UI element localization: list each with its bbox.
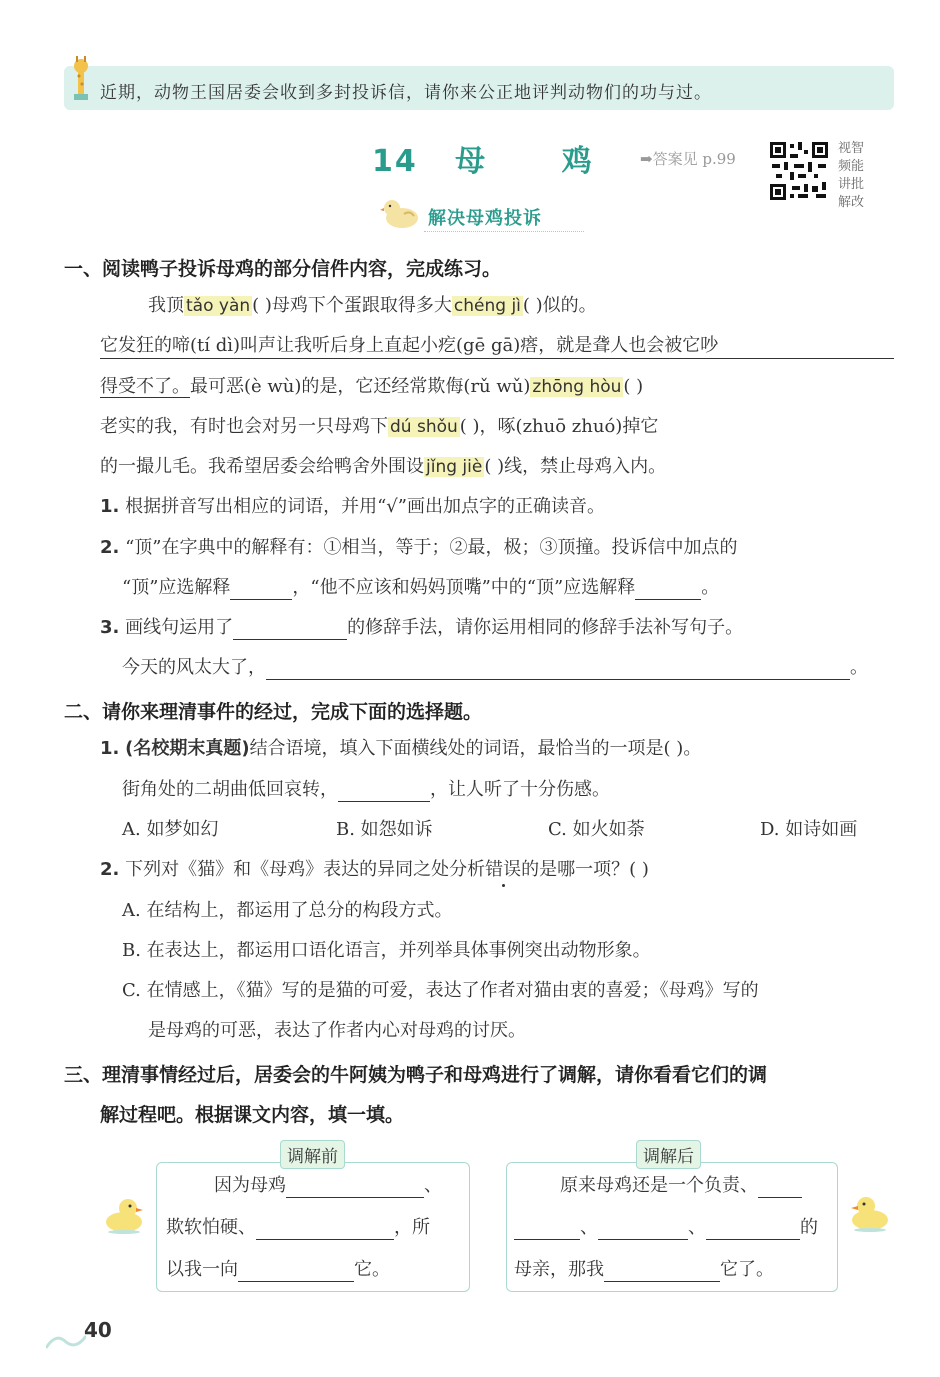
qr-label-3: 讲批: [838, 177, 865, 192]
option-b[interactable]: B. 如怨如诉: [336, 819, 433, 840]
passage-line-4: [100, 415, 658, 439]
question-2-2-option-b[interactable]: B. 在表达上，都运用口语化语言，并列举具体事例突出动物形象。: [122, 940, 651, 961]
emphasis-word: 错误: [485, 859, 522, 880]
lesson-title: [372, 136, 594, 180]
question-text: 下列对《猫》和《母鸡》表达的异同之处分析: [125, 859, 486, 880]
pinyin-jingjie: jǐng jiè: [426, 457, 483, 477]
passage-line-2: [100, 334, 894, 359]
question-text: 。: [850, 657, 868, 678]
answer-blank[interactable]: [706, 1221, 800, 1240]
fill-text: 、: [688, 1217, 706, 1238]
question-number: 1.: [100, 738, 120, 759]
fill-text: 、: [424, 1175, 442, 1196]
fill-text: ，所: [394, 1217, 430, 1238]
fill-text: 的: [800, 1217, 818, 1238]
question-1-2-cont: [122, 576, 719, 600]
answer-blank[interactable]: [635, 581, 701, 600]
fill-text: 以我一向: [166, 1259, 238, 1280]
question-2-2-option-a[interactable]: A. 在结构上，都运用了总分的构段方式。: [122, 900, 453, 921]
question-text: 街角处的二胡曲低回哀转，: [122, 779, 338, 800]
question-1-3-cont: [122, 656, 868, 680]
after-line-2: [514, 1216, 818, 1240]
duck-right-icon: [850, 1192, 892, 1232]
qr-label-4: 解改: [838, 195, 865, 210]
passage-text: ( ): [623, 376, 644, 397]
fill-text: 它了。: [720, 1259, 774, 1280]
question-text: 的是哪一项？( ): [521, 859, 649, 880]
banner-text: 近期，动物王国居委会收到多封投诉信，请你来公正地评判动物们的功与过。: [100, 83, 712, 103]
answer-blank[interactable]: [233, 621, 347, 640]
fill-text: 母亲，那我: [514, 1259, 604, 1280]
qr-side-labels: [838, 140, 874, 212]
before-line-1: [214, 1174, 442, 1198]
passage-text: 我顶: [148, 295, 184, 316]
answer-blank[interactable]: [514, 1221, 580, 1240]
answer-blank[interactable]: [758, 1179, 802, 1198]
pinyin-zhonghou: zhōng hòu: [532, 377, 622, 397]
passage-line-5: [100, 455, 666, 479]
question-text: 的修辞手法，请你运用相同的修辞手法补写句子。: [347, 617, 744, 638]
question-2-2-option-c-cont: 是母鸡的可恶，表达了作者内心对母鸡的讨厌。: [148, 1020, 526, 1041]
answer-reference: ➡答案见 p.99: [640, 150, 736, 168]
before-line-3: [166, 1258, 390, 1282]
pinyin-chengji: chéng jì: [453, 296, 521, 316]
duck-left-icon: [102, 1194, 144, 1234]
question-1-2: [100, 536, 738, 560]
passage-line-1: [148, 294, 597, 318]
pinyin-dushou: dú shǒu: [390, 417, 458, 437]
option-d[interactable]: D. 如诗如画: [760, 819, 858, 840]
passage-text: ( )似的。: [522, 295, 597, 316]
qr-label-2: 频能: [838, 159, 865, 174]
before-line-2: [166, 1216, 430, 1240]
question-2-2: [100, 858, 649, 882]
qr-label-1: 视智: [838, 141, 865, 156]
question-text: “顶”在字典中的解释有：①相当，等于；②最，极；③顶撞。投诉信中加点的: [125, 537, 738, 558]
after-mediation-tag: 调解后: [636, 1140, 701, 1169]
answer-blank[interactable]: [238, 1263, 354, 1282]
question-text: 根据拼音写出相应的词语，并用“√”画出加点字的正确读音。: [125, 496, 605, 517]
chick-icon: [380, 196, 420, 230]
question-text: “顶”应选解释: [122, 577, 231, 598]
answer-blank[interactable]: [230, 581, 292, 600]
answer-blank[interactable]: [286, 1179, 424, 1198]
question-1-3: [100, 616, 743, 640]
fill-text: 欺软怕硬、: [166, 1217, 256, 1238]
corner-wave-icon: [46, 1328, 86, 1352]
pinyin-taoyan: tǎo yàn: [186, 296, 251, 316]
option-a[interactable]: A. 如梦如幻: [122, 819, 219, 840]
passage-text: ( )，啄(zhuō zhuó)掉它: [459, 416, 659, 437]
fill-text: 因为母鸡: [214, 1175, 286, 1196]
before-mediation-tag: 调解前: [280, 1140, 345, 1169]
subtitle: [428, 204, 542, 230]
underlined-sentence-end: 得受不了。: [100, 376, 190, 397]
answer-blank[interactable]: [338, 783, 430, 802]
question-number: 2.: [100, 859, 120, 880]
passage-line-3: [100, 375, 643, 399]
after-line-3: [514, 1258, 774, 1282]
passage-text: ( )母鸡下个蛋跟取得多大: [252, 295, 452, 316]
question-text: 今天的风太大了，: [122, 657, 266, 678]
passage-text: 它发狂的啼(tí dì)叫声让我听后身上直起小疙(gē gā)瘩，就是聋人也会被它吵: [100, 335, 719, 356]
passage-text: 老实的我，有时也会对另一只母鸡下: [100, 416, 388, 437]
question-1-1: [100, 495, 605, 519]
giraffe-icon: [66, 56, 96, 104]
question-text: 结合语境，填入下面横线处的词语，最恰当的一项是( )。: [249, 738, 702, 759]
lesson-word-2: 鸡: [561, 144, 594, 179]
option-c[interactable]: C. 如火如荼: [548, 819, 645, 840]
exam-tag: (名校期末真题): [125, 738, 250, 759]
question-text: ，“他不应该和妈妈顶嘴”中的“顶”应选解释: [292, 577, 636, 598]
question-2-1-sentence: [122, 778, 610, 802]
question-text: 。: [701, 577, 720, 598]
passage-text: 的一撮儿毛。我希望居委会给鸭舍外围设: [100, 456, 424, 477]
passage-text: 最可恶(è wù)的是，它还经常欺侮(rǔ wǔ): [190, 376, 531, 397]
section-1-heading: 一、阅读鸭子投诉母鸡的部分信件内容，完成练习。: [64, 258, 502, 280]
section-3-heading: 三、理清事情经过后，居委会的牛阿姨为鸭子和母鸡进行了调解，请你看看它们的调: [64, 1064, 768, 1086]
question-2-2-option-c[interactable]: C. 在情感上，《猫》写的是猫的可爱，表达了作者对猫由衷的喜爱；《母鸡》写的: [122, 980, 759, 1001]
question-number: 1.: [100, 496, 120, 517]
section-2-heading: 二、请你来理清事件的经过，完成下面的选择题。: [64, 701, 483, 723]
answer-blank[interactable]: [598, 1221, 688, 1240]
subtitle-underline: [424, 231, 584, 232]
passage-text: ( )线，禁止母鸡入内。: [484, 456, 667, 477]
page-number: 40: [84, 1318, 112, 1342]
fill-text: 原来母鸡还是一个负责、: [560, 1175, 758, 1196]
lesson-word-1: 母: [455, 144, 488, 179]
fill-text: 它。: [354, 1259, 390, 1280]
answer-blank[interactable]: [604, 1263, 720, 1282]
after-line-1: [560, 1174, 802, 1198]
question-text: 画线句运用了: [125, 617, 234, 638]
question-text: ，让人听了十分伤感。: [430, 779, 610, 800]
section-3-heading-cont: 解过程吧。根据课文内容，填一填。: [100, 1104, 405, 1126]
subtitle-text: 解决母鸡投诉: [428, 208, 542, 229]
fill-text: 、: [580, 1217, 598, 1238]
answer-blank[interactable]: [256, 1221, 394, 1240]
answer-blank[interactable]: [266, 661, 850, 680]
lesson-number: 14: [372, 144, 418, 179]
question-2-1: [100, 737, 701, 761]
question-number: 3.: [100, 617, 120, 638]
question-number: 2.: [100, 537, 120, 558]
qr-code-icon[interactable]: [768, 140, 830, 202]
